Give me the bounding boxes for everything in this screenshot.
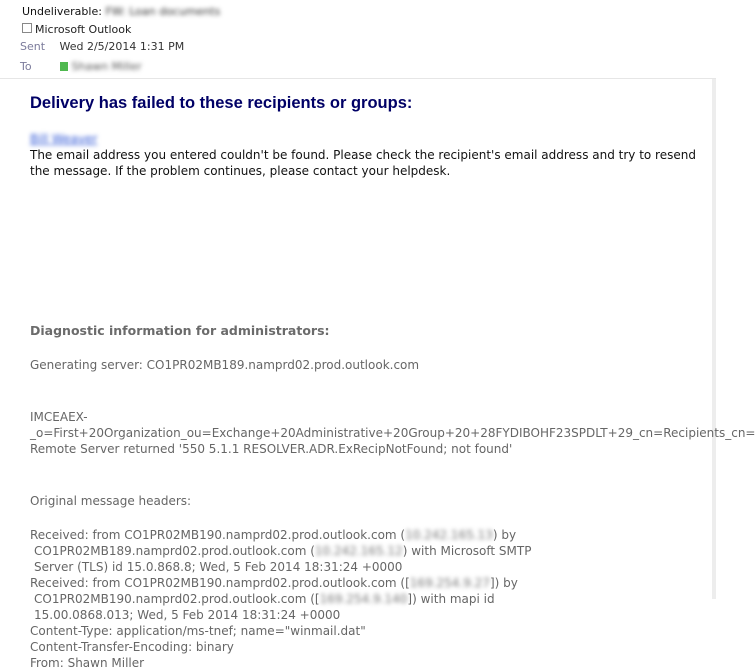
header-text: Content-Type: application/ms-tnef; name="winmail.dat" xyxy=(30,624,366,638)
sender-checkbox[interactable] xyxy=(22,23,32,33)
sent-value: Wed 2/5/2014 1:31 PM xyxy=(59,40,185,53)
header-text: Content-Transfer-Encoding: binary xyxy=(30,640,234,654)
imce-line-2: _o=First+20Organization_ou=Exchange+20Administrative+20Group+20+28FYDIBOHF23SPDLT+29_cn=Recipients_cn= xyxy=(30,426,755,440)
failure-message: The email address you entered couldn't be found. Please check the recipient's email address and try to resend the message. If the problem continues, please contact your helpdesk. xyxy=(30,148,696,178)
sent-label: Sent xyxy=(20,40,46,53)
header-line xyxy=(34,559,402,575)
header-line xyxy=(34,591,495,607)
header-divider xyxy=(0,78,716,79)
to-line xyxy=(20,58,716,76)
sender-name[interactable]: Microsoft Outlook xyxy=(35,23,132,36)
remote-server-response: Remote Server returned '550 5.1.1 RESOLVER.ADR.ExRecipNotFound; not found' xyxy=(30,442,513,456)
scrollbar[interactable] xyxy=(712,79,716,599)
presence-icon xyxy=(60,62,68,71)
header-line xyxy=(30,575,518,591)
generating-server: Generating server: CO1PR02MB189.namprd02.prod.outlook.com xyxy=(30,358,420,372)
header-text: CO1PR02MB190.namprd02.prod.outlook.com ([ xyxy=(34,592,320,606)
sent-line xyxy=(20,38,716,56)
header-text: Server (TLS) id 15.0.868.8; Wed, 5 Feb 2014 18:31:24 +0000 xyxy=(34,560,403,574)
diagnostic-title: Diagnostic information for administrators: xyxy=(30,323,330,338)
header-text: ) with Microsoft SMTP xyxy=(402,544,532,558)
header-text: Received: from CO1PR02MB190.namprd02.prod.outlook.com ([ xyxy=(30,576,410,590)
header-line xyxy=(30,623,366,639)
header-text: Received: from CO1PR02MB190.namprd02.prod.outlook.com ( xyxy=(30,528,406,542)
subject-line xyxy=(22,3,716,21)
header-text: 15.00.0868.013; Wed, 5 Feb 2014 18:31:24 +0000 xyxy=(34,608,341,622)
header-line xyxy=(30,639,234,655)
redacted-address: 169.254.9.140 xyxy=(319,592,408,606)
to-recipient[interactable]: Shawn Miller xyxy=(71,60,142,73)
header-text: From: Shawn Miller xyxy=(30,656,148,670)
header-line xyxy=(30,527,516,543)
header-text: ]) with mapi id xyxy=(407,592,495,606)
subject-prefix: Undeliverable: xyxy=(22,5,102,18)
original-headers-title: Original message headers: xyxy=(30,494,192,508)
from-line[interactable] xyxy=(22,21,716,39)
delivery-failed-heading: Delivery has failed to these recipients or groups: xyxy=(30,94,413,112)
header-text: ]) by xyxy=(489,576,518,590)
redacted-address: 169.254.9.27 xyxy=(409,576,490,590)
redacted-address: 10.242.165.12 xyxy=(314,544,403,558)
header-line xyxy=(34,543,531,559)
header-line xyxy=(34,607,340,623)
to-label: To xyxy=(20,60,32,73)
header-text: CO1PR02MB189.namprd02.prod.outlook.com ( xyxy=(34,544,315,558)
subject-text: FW: Loan documents xyxy=(105,5,221,18)
imce-line-1: IMCEAEX- xyxy=(30,410,88,424)
header-text: ) by xyxy=(492,528,517,542)
header-line xyxy=(30,655,148,671)
redacted-address: 10.242.165.13 xyxy=(405,528,493,542)
failed-recipient-link[interactable]: Bill Weaver xyxy=(30,132,98,146)
